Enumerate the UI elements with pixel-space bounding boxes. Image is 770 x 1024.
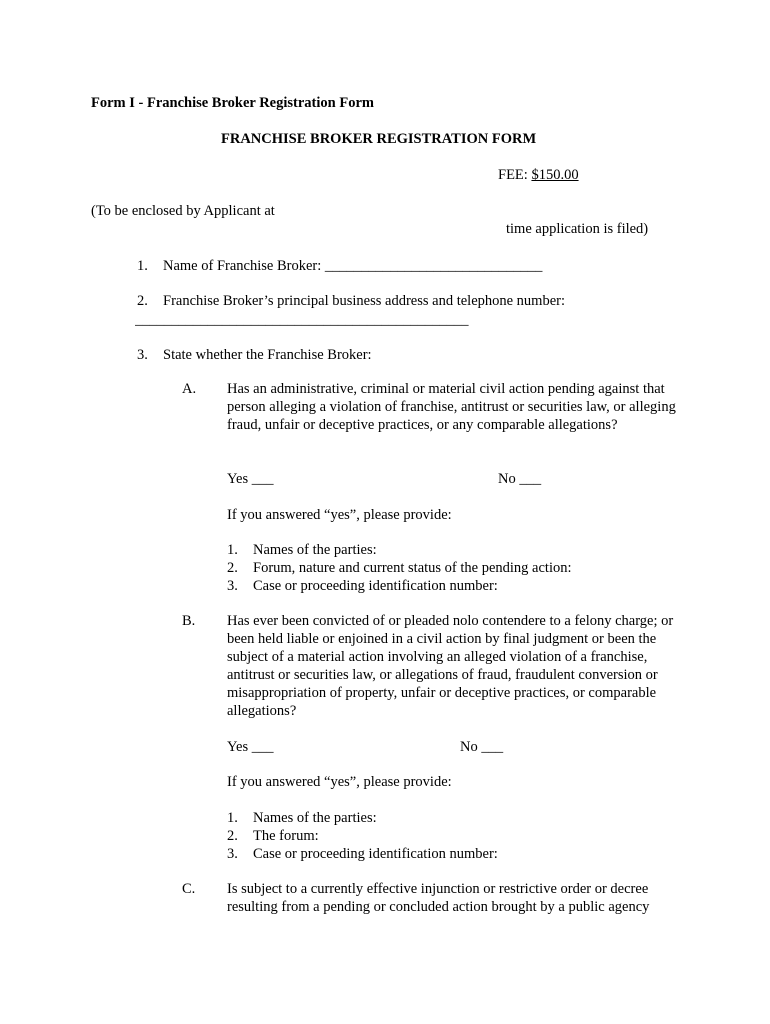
section-a-list-1-text: Names of the parties:	[253, 542, 377, 558]
fee-value: $150.00	[531, 167, 579, 183]
section-b-list-1-text: Names of the parties:	[253, 810, 377, 826]
section-b-no[interactable]: No ___	[460, 739, 504, 755]
section-a-list-3-text: Case or proceeding identification number:	[253, 578, 498, 594]
section-a-letter: A.	[182, 381, 197, 397]
item-3-number: 3.	[137, 347, 148, 363]
enclosure-line-2: time application is filed)	[506, 221, 649, 237]
section-a-no[interactable]: No ___	[498, 471, 542, 487]
form-title: FRANCHISE BROKER REGISTRATION FORM	[221, 131, 537, 147]
section-a-text: Has an administrative, criminal or material civil action pending against that person alleging a violation of franchise, antitrust or securities law, or alleging fraud, unfair or deceptive practices, or any comparable allegations?	[227, 381, 676, 433]
section-a-list-3-number: 3.	[227, 578, 238, 594]
broker-name-field[interactable]: Name of Franchise Broker: ______________________________	[163, 258, 543, 274]
item-2-number: 2.	[137, 293, 148, 309]
section-b-list-2-number: 2.	[227, 828, 238, 844]
section-a-list-1-number: 1.	[227, 542, 238, 558]
enclosure-line-1: (To be enclosed by Applicant at	[91, 203, 275, 219]
form-label: Form I - Franchise Broker Registration Form	[91, 95, 374, 111]
section-a-list-2-number: 2.	[227, 560, 238, 576]
section-b-list-3-text: Case or proceeding identification number:	[253, 846, 498, 862]
section-c-letter: C.	[182, 881, 196, 897]
section-b-provide: If you answered “yes”, please provide:	[227, 774, 452, 790]
item-1-number: 1.	[137, 258, 148, 274]
fee-line	[498, 166, 675, 184]
section-b-list-3-number: 3.	[227, 846, 238, 862]
item-2-text: Franchise Broker’s principal business address and telephone number:	[163, 293, 566, 309]
item-3-text: State whether the Franchise Broker:	[163, 347, 372, 363]
section-a-provide: If you answered “yes”, please provide:	[227, 507, 452, 523]
address-field[interactable]: ______________________________________________	[135, 312, 469, 328]
section-b-text: Has ever been convicted of or pleaded nolo contendere to a felony charge; or been held liable or enjoined in a civil action by final judgment or been the subject of a material action involving an alleged violation of a franchise, antitrust or securities law, or allegations of fraud, fraudulent conversion or misappropriation of property, unfair or deceptive practices, or comparable allegations?	[227, 613, 674, 719]
fee-label: FEE:	[498, 167, 532, 183]
section-c-text: Is subject to a currently effective injunction or restrictive order or decree resulting from a pending or concluded action brought by a public agency	[227, 881, 650, 915]
section-b-list-1-number: 1.	[227, 810, 238, 826]
section-b-list-2-text: The forum:	[253, 828, 319, 844]
section-a-yes[interactable]: Yes ___	[227, 471, 274, 487]
section-a-list-2-text: Forum, nature and current status of the pending action:	[253, 560, 572, 576]
section-b-letter: B.	[182, 613, 196, 629]
section-b-yes[interactable]: Yes ___	[227, 739, 274, 755]
